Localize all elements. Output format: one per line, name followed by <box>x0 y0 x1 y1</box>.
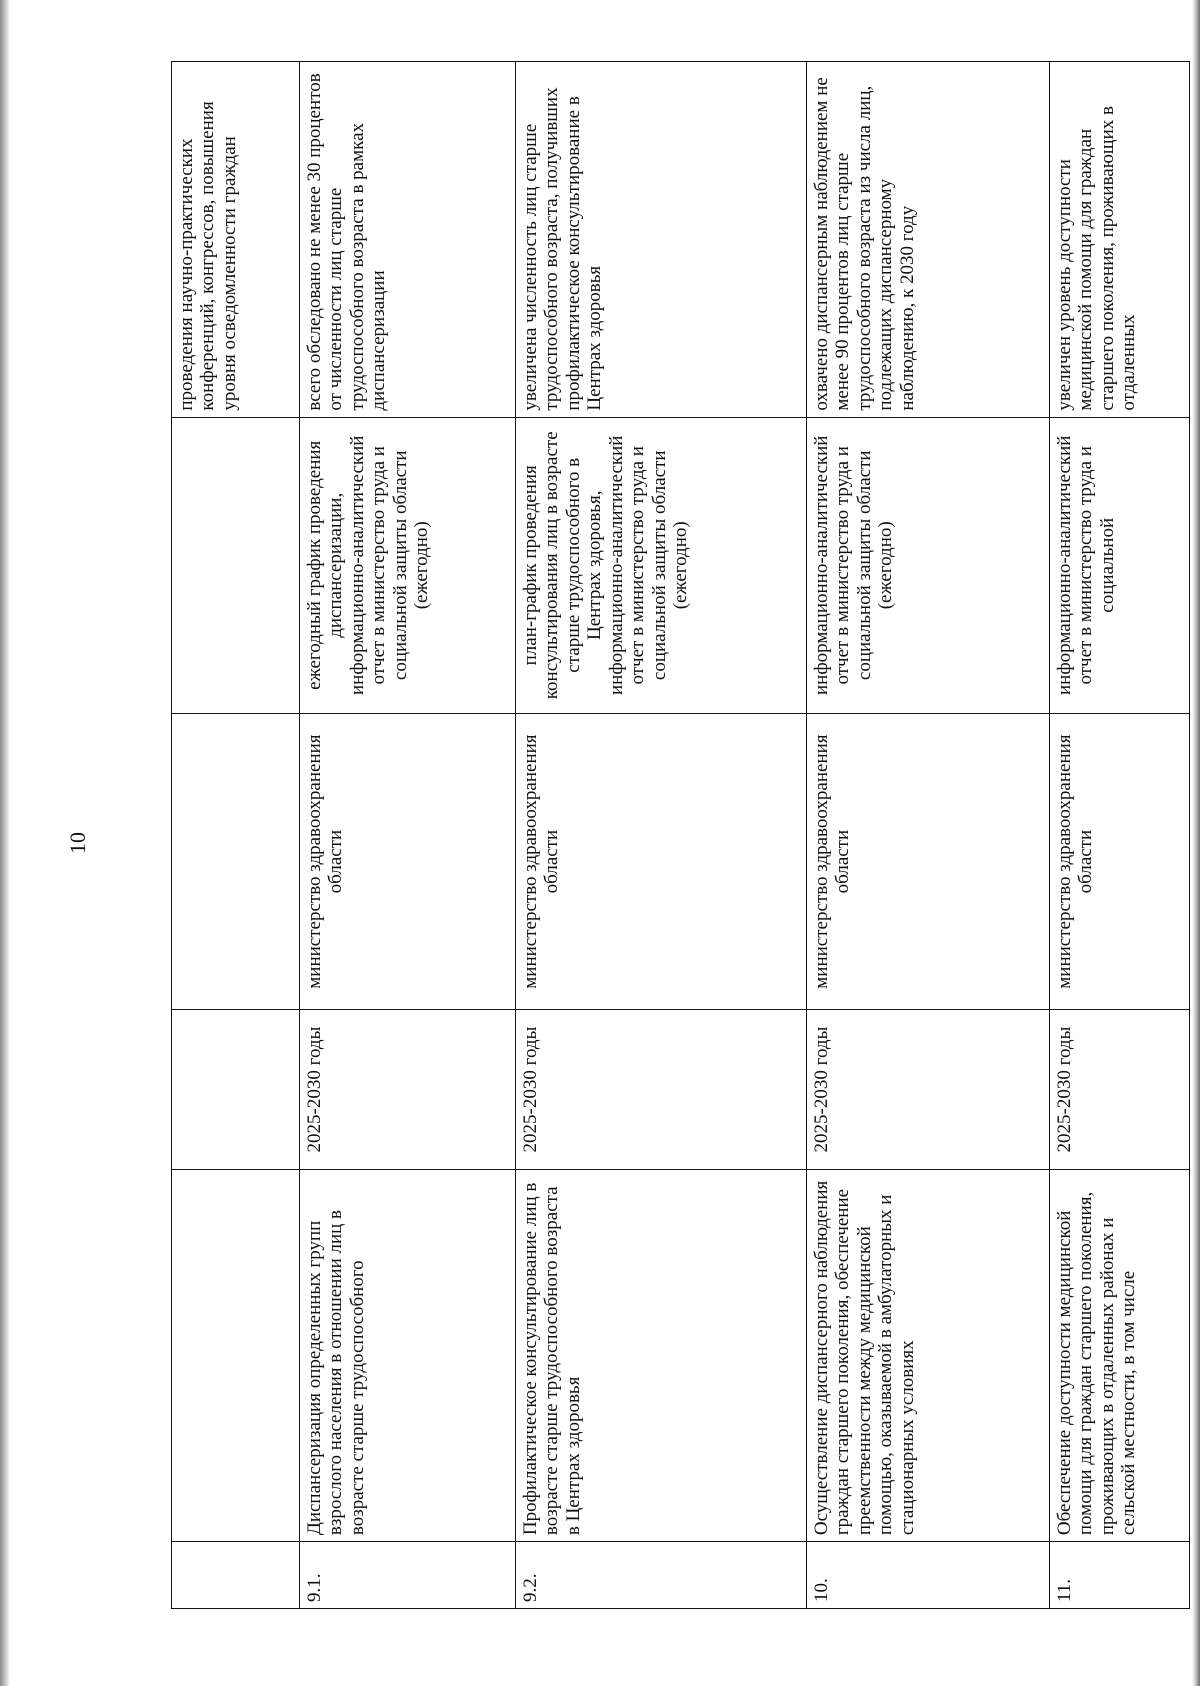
cell-activity: Профилактическое консультирование лиц в возрасте старше трудоспособного возраста в Центрах здоровья <box>516 1169 807 1541</box>
cell-document: план-график проведения консультирования лиц в возрасте старше трудоспособного в Центрах здоровья, информационно-аналитический отчет в министерство труда и социальной защиты области (ежегодно) <box>516 417 807 713</box>
cell-number: 10. <box>807 1542 1050 1609</box>
cell-result: увеличен уровень доступности медицинской помощи для граждан старшего поколения, проживающих в отдаленных <box>1050 62 1190 418</box>
cell-responsible: министерство здравоохранения области <box>807 713 1050 1009</box>
cell-document: информационно-аналитический отчет в министерство труда и социальной <box>1050 417 1190 713</box>
cell-result: увеличена численность лиц старше трудоспособного возраста, получивших профилактическое консультирование в Центрах здоровья <box>516 62 807 418</box>
cell-number <box>172 1542 300 1609</box>
cell-activity: Обеспечение доступности медицинской помощи для граждан старшего поколения, проживающих в отдаленных районах и сельской местности, в том числе <box>1050 1169 1190 1541</box>
cell-number: 11. <box>1050 1542 1190 1609</box>
cell-responsible: министерство здравоохранения области <box>1050 713 1190 1009</box>
cell-activity <box>172 1169 300 1541</box>
cell-number: 9.1. <box>300 1542 516 1609</box>
cell-result: охвачено диспансерным наблюдением не менее 90 процентов лиц старше трудоспособного возраста из числа лиц, подлежащих диспансерному наблюдению, к 2030 году <box>807 62 1050 418</box>
cell-term: 2025-2030 годы <box>1050 1010 1190 1170</box>
cell-result: всего обследовано не менее 30 процентов от численности лиц старше трудоспособного возраста в рамках диспансеризации <box>300 62 516 418</box>
cell-document <box>172 417 300 713</box>
table-row <box>1050 62 1190 1609</box>
scan-edge-right <box>1192 0 1200 1686</box>
table-row <box>807 62 1050 1609</box>
cell-activity: Диспансеризация определенных групп взрослого населения в отношении лиц в возрасте старше трудоспособного <box>300 1169 516 1541</box>
cell-activity: Осуществление диспансерного наблюдения граждан старшего поколения, обеспечение преемственности между медицинской помощью, оказываемой в амбулаторных и стационарных условиях <box>807 1169 1050 1541</box>
cell-document: ежегодный график проведения диспансеризации, информационно-аналитический отчет в министерство труда и социальной защиты области (ежегодно) <box>300 417 516 713</box>
table-row <box>300 62 516 1609</box>
plan-table <box>171 61 1190 1609</box>
rotated-table-wrapper <box>171 61 1189 1609</box>
cell-responsible: министерство здравоохранения области <box>516 713 807 1009</box>
cell-number: 9.2. <box>516 1542 807 1609</box>
cell-term: 2025-2030 годы <box>807 1010 1050 1170</box>
cell-term <box>172 1010 300 1170</box>
scan-edge-left <box>0 0 10 1686</box>
cell-term: 2025-2030 годы <box>300 1010 516 1170</box>
cell-term: 2025-2030 годы <box>516 1010 807 1170</box>
table-row <box>516 62 807 1609</box>
table-row <box>172 62 300 1609</box>
cell-document: информационно-аналитический отчет в министерство труда и социальной защиты области (ежегодно) <box>807 417 1050 713</box>
cell-responsible: министерство здравоохранения области <box>300 713 516 1009</box>
page-number: 10 <box>65 832 90 854</box>
cell-result: проведения научно-практических конференций, конгрессов, повышения уровня осведомленности граждан <box>172 62 300 418</box>
cell-responsible <box>172 713 300 1009</box>
